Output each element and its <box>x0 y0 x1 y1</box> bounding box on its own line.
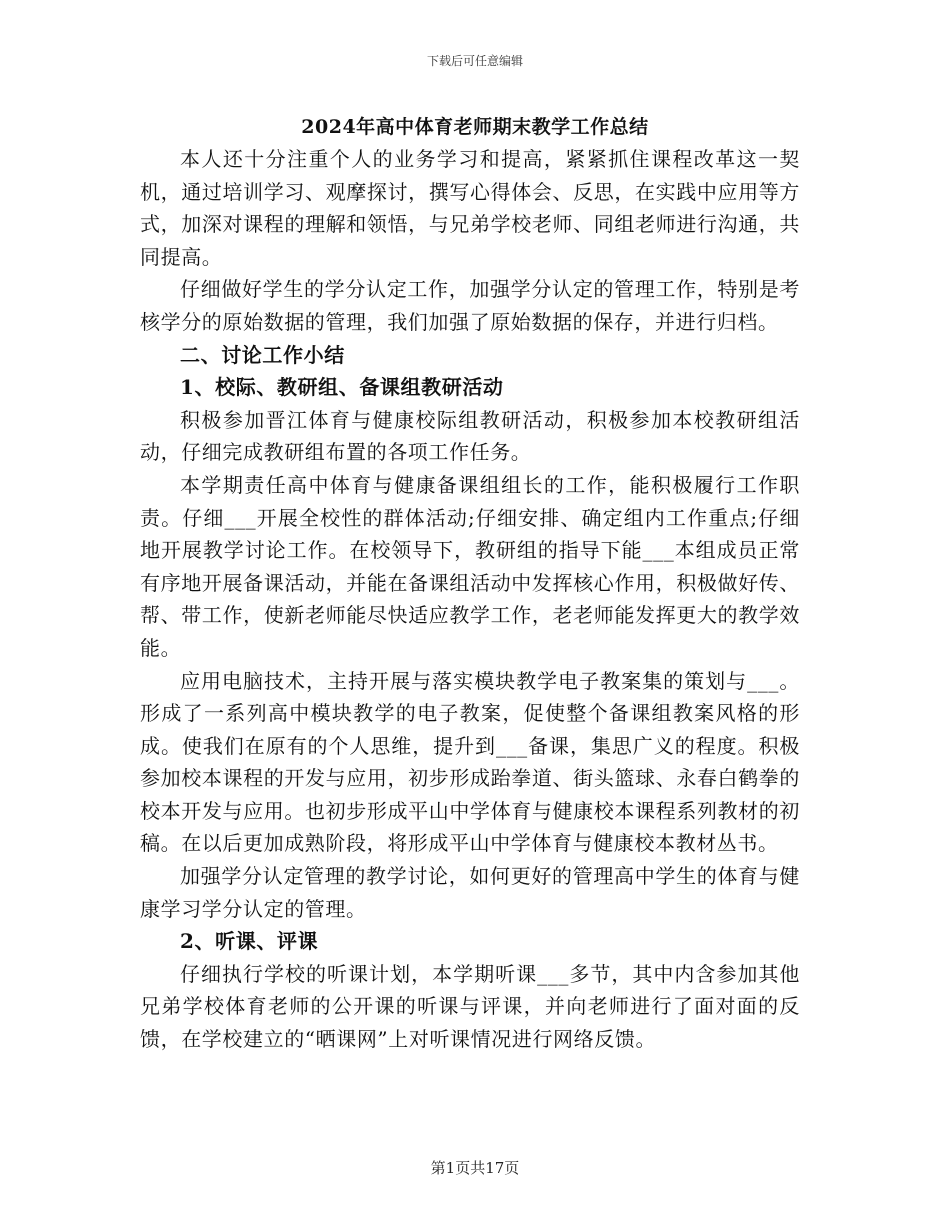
subsection-heading: 1、校际、教研组、备课组教研活动 <box>180 375 504 400</box>
paragraph: 积极参加晋江体育与健康校际组教研活动，积极参加本校教研组活动，仔细完成教研组布置的各项工作任务。 <box>140 407 800 465</box>
paragraph: 加强学分认定管理的教学讨论，如何更好的管理高中学生的体育与健康学习学分认定的管理。 <box>140 864 800 921</box>
paragraph: 应用电脑技术，主持开展与落实模块教学电子教案集的策划与___。形成了一系列高中模块教学的电子教案，促使整个备课组教案风格的形成。使我们在原有的个人思维，提升到___备课，集思广义的程度。积极参加校本课程的开发与应用，初步形成跆拳道、街头篮球、永春白鹤拳的校本开发与应用。也初步形成平山中学体育与健康校本课程系列教材的初稿。在以后更加成熟阶段，将形成平山中学体育与健康校本教材丛书。 <box>140 668 800 856</box>
paragraph: 仔细执行学校的听课计划，本学期听课___多节，其中内含参加其他兄弟学校体育老师的公开课的听课与评课，并向老师进行了面对面的反馈，在学校建立的“晒课网”上对听课情况进行网络反馈。 <box>140 961 800 1052</box>
paragraph: 本学期责任高中体育与健康备课组组长的工作，能积极履行工作职责。仔细___开展全校性的群体活动;仔细安排、确定组内工作重点;仔细地开展教学讨论工作。在校领导下，教研组的指导下能___本组成员正常有序地开展备课活动，并能在备课组活动中发挥核心作用，积极做好传、帮、带工作，使新老师能尽快适应教学工作，老老师能发挥更大的教学效能。 <box>140 472 800 660</box>
subsection-heading: 2、听课、评课 <box>180 929 319 954</box>
page-number: 第1页共17页 <box>430 1159 520 1177</box>
document-title: 2024年高中体育老师期末教学工作总结 <box>301 116 649 138</box>
paragraph: 本人还十分注重个人的业务学习和提高，紧紧抓住课程改革这一契机，通过培训学习、观摩探讨，撰写心得体会、反思，在实践中应用等方式，加深对课程的理解和领悟，与兄弟学校老师、同组老师进行沟通，共同提高。 <box>140 147 800 269</box>
document-body <box>140 143 800 1056</box>
paragraph: 仔细做好学生的学分认定工作，加强学分认定的管理工作，特别是考核学分的原始数据的管理，我们加强了原始数据的保存，并进行归档。 <box>140 277 800 334</box>
section-heading: 二、讨论工作小结 <box>180 342 345 367</box>
header-note: 下载后可任意编辑 <box>426 54 523 68</box>
